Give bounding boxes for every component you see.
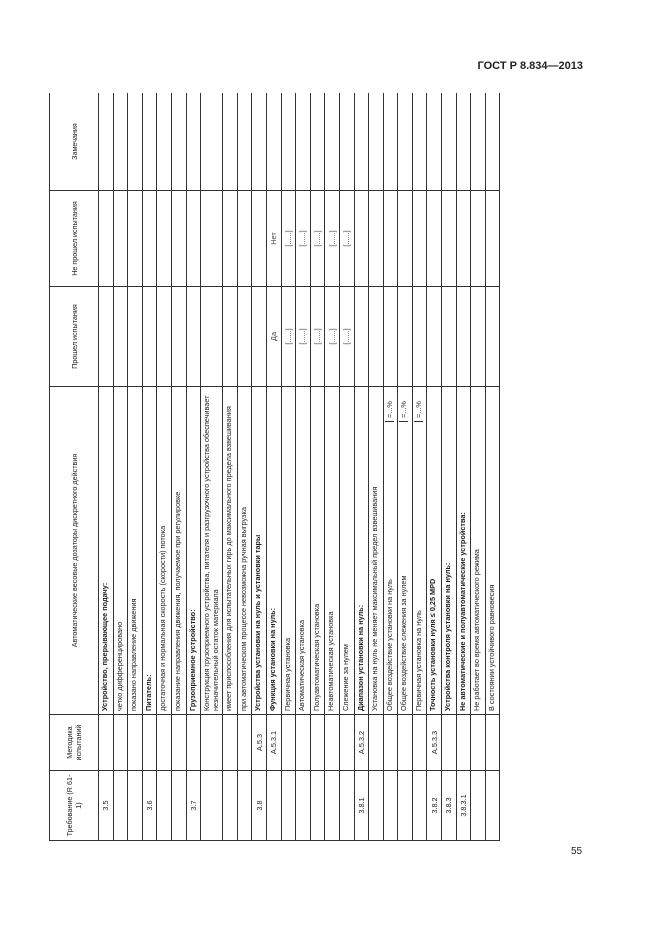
description-cell: Питатель:: [142, 387, 157, 715]
description-cell: показание направления движения, получаемое при регулировке: [171, 387, 186, 715]
header-method: Методика испытаний: [50, 715, 99, 771]
description-cell: Диапазон установки на нуль:: [354, 387, 369, 715]
notes-cell: [99, 93, 114, 191]
description-cell: Автоматическая установка: [296, 387, 311, 715]
method-cell: [339, 715, 354, 771]
table-row: [252, 93, 267, 841]
requirement-cell: [325, 771, 340, 841]
passed-cell: [237, 287, 252, 387]
passed-cell: [113, 287, 128, 387]
requirement-cell: [281, 771, 296, 841]
passed-cell: [427, 287, 442, 387]
requirement-cell: [223, 771, 238, 841]
method-cell: [471, 715, 486, 771]
method-cell: [325, 715, 340, 771]
notes-cell: [171, 93, 186, 191]
failed-cell: [412, 191, 427, 287]
requirement-cell: 3.8.3.1: [456, 771, 471, 841]
document-title: ГОСТ Р 8.834—2013: [477, 60, 583, 72]
failed-cell: [223, 191, 238, 287]
percent-value: =...%: [385, 390, 394, 422]
description-cell: имеет приспособления для испытательных гирь до максимального предела взвешивания: [223, 387, 238, 715]
method-cell: [99, 715, 114, 771]
method-cell: [142, 715, 157, 771]
passed-cell: [186, 287, 201, 387]
method-cell: [369, 715, 384, 771]
requirement-cell: [296, 771, 311, 841]
table-row: [237, 93, 252, 841]
method-cell: [186, 715, 201, 771]
passed-cell: [471, 287, 486, 387]
requirement-cell: [128, 771, 143, 841]
notes-cell: [186, 93, 201, 191]
description-cell: Конструкция грузоприемного устройства, питателя и разгрузочного устройства обеспечивает незначительный остаток материала: [201, 387, 223, 715]
failed-cell: [113, 191, 128, 287]
description-text: Общее воздействие установки на нуль: [384, 579, 394, 711]
passed-cell: [442, 287, 457, 387]
failed-cell: [237, 191, 252, 287]
requirement-cell: [113, 771, 128, 841]
passed-cell: [223, 287, 238, 387]
description-cell: достаточная и нормальная скорость (скорости) потока: [157, 387, 172, 715]
notes-cell: [412, 93, 427, 191]
table-row: [128, 93, 143, 841]
description-cell: Не работает во время автоматического режима: [471, 387, 486, 715]
notes-cell: [442, 93, 457, 191]
header-passed: Прошел испытания: [50, 287, 99, 387]
description-cell: Первичная установка: [281, 387, 296, 715]
table-row: [427, 93, 442, 841]
notes-cell: [296, 93, 311, 191]
table-row: [471, 93, 486, 841]
description-text: Общее воздействие слежения за нулем: [399, 575, 409, 711]
notes-cell: [281, 93, 296, 191]
notes-cell: [339, 93, 354, 191]
description-cell: четко дифференцировано: [113, 387, 128, 715]
table-row: [442, 93, 457, 841]
table-row: [369, 93, 384, 841]
passed-cell: [99, 287, 114, 387]
passed-cell: [......]: [310, 287, 325, 387]
description-cell: Точность установки нуля ≤ 0,25 MPD: [427, 387, 442, 715]
passed-cell: [252, 287, 267, 387]
table-row: [223, 93, 238, 841]
failed-cell: [......]: [310, 191, 325, 287]
description-cell: Слежение за нулем: [339, 387, 354, 715]
table-row: [310, 93, 325, 841]
method-cell: [383, 715, 398, 771]
method-cell: A.5.3: [252, 715, 267, 771]
table-row: [296, 93, 311, 841]
table-row: [412, 93, 427, 841]
failed-cell: [383, 191, 398, 287]
notes-cell: [142, 93, 157, 191]
passed-cell: [398, 287, 413, 387]
requirement-cell: 3.8.3: [442, 771, 457, 841]
method-cell: [223, 715, 238, 771]
requirement-cell: [398, 771, 413, 841]
table-row: [456, 93, 471, 841]
notes-cell: [266, 93, 281, 191]
failed-cell: [157, 191, 172, 287]
failed-cell: [186, 191, 201, 287]
table-row: [339, 93, 354, 841]
passed-cell: [142, 287, 157, 387]
notes-cell: [383, 93, 398, 191]
notes-cell: [485, 93, 500, 191]
test-report-table: [49, 93, 500, 841]
passed-cell: [369, 287, 384, 387]
failed-cell: [354, 191, 369, 287]
description-cell: Полуавтоматическая установка: [310, 387, 325, 715]
requirement-cell: [339, 771, 354, 841]
description-cell: В состоянии устойчивого равновесия: [485, 387, 500, 715]
table-row: [171, 93, 186, 841]
passed-cell: [157, 287, 172, 387]
notes-cell: [456, 93, 471, 191]
header-failed: Не прошел испытания: [50, 191, 99, 287]
failed-cell: [99, 191, 114, 287]
notes-cell: [252, 93, 267, 191]
notes-cell: [369, 93, 384, 191]
rotated-table-container: [49, 93, 580, 841]
notes-cell: [237, 93, 252, 191]
requirement-cell: [266, 771, 281, 841]
description-cell: Не автоматические и полуавтоматические устройства:: [456, 387, 471, 715]
failed-cell: [142, 191, 157, 287]
passed-cell: [171, 287, 186, 387]
failed-cell: [398, 191, 413, 287]
page-number: 55: [571, 846, 583, 857]
failed-cell: [369, 191, 384, 287]
table-row: [157, 93, 172, 841]
description-cell: показано направление движения: [128, 387, 143, 715]
description-cell: Устройство, прерывающее подачу:: [99, 387, 114, 715]
table-row: [383, 93, 398, 841]
failed-cell: [456, 191, 471, 287]
method-cell: [485, 715, 500, 771]
failed-cell: [171, 191, 186, 287]
method-cell: [128, 715, 143, 771]
percent-value: =...%: [414, 390, 423, 422]
table-row: [354, 93, 369, 841]
passed-cell: [......]: [296, 287, 311, 387]
failed-cell: [......]: [296, 191, 311, 287]
failed-cell: [......]: [325, 191, 340, 287]
notes-cell: [128, 93, 143, 191]
requirement-cell: 3.8: [252, 771, 267, 841]
header-requirement: Требование (R 61-1): [50, 771, 99, 841]
requirement-cell: [369, 771, 384, 841]
passed-cell: [......]: [281, 287, 296, 387]
requirement-cell: 3.6: [142, 771, 157, 841]
passed-cell: [......]: [339, 287, 354, 387]
description-cell: при автоматическом процессе невозможна ручная выгрузка: [237, 387, 252, 715]
method-cell: A.5.3.3: [427, 715, 442, 771]
method-cell: [157, 715, 172, 771]
notes-cell: [113, 93, 128, 191]
requirement-cell: [383, 771, 398, 841]
notes-cell: [398, 93, 413, 191]
method-cell: [296, 715, 311, 771]
method-cell: [456, 715, 471, 771]
description-cell: [412, 387, 427, 715]
requirement-cell: 3.8.2: [427, 771, 442, 841]
requirement-cell: [157, 771, 172, 841]
table-row: [281, 93, 296, 841]
notes-cell: [157, 93, 172, 191]
passed-cell: [456, 287, 471, 387]
notes-cell: [325, 93, 340, 191]
failed-cell: [485, 191, 500, 287]
table-row: [142, 93, 157, 841]
passed-cell: [383, 287, 398, 387]
table-row: [398, 93, 413, 841]
description-cell: Устройства контроля установки на нуль:: [442, 387, 457, 715]
percent-value: =...%: [399, 390, 408, 422]
requirement-cell: [485, 771, 500, 841]
notes-cell: [427, 93, 442, 191]
failed-cell: [252, 191, 267, 287]
rotated-table: [49, 93, 580, 841]
passed-cell: [412, 287, 427, 387]
method-cell: [412, 715, 427, 771]
description-cell: Установка на нуль не меняет максимальный предел взвешивания: [369, 387, 384, 715]
method-cell: [281, 715, 296, 771]
description-cell: Функция установки на нуль:: [266, 387, 281, 715]
passed-cell: [......]: [325, 287, 340, 387]
method-cell: [237, 715, 252, 771]
description-cell: [398, 387, 413, 715]
table-header-row: [50, 93, 99, 841]
requirement-cell: [310, 771, 325, 841]
requirement-cell: [201, 771, 223, 841]
failed-cell: [471, 191, 486, 287]
method-cell: [171, 715, 186, 771]
passed-cell: Да: [266, 287, 281, 387]
table-row: [201, 93, 223, 841]
requirement-cell: [471, 771, 486, 841]
method-cell: A.5.3.1: [266, 715, 281, 771]
failed-cell: [442, 191, 457, 287]
passed-cell: [354, 287, 369, 387]
requirement-cell: [237, 771, 252, 841]
table-row: [325, 93, 340, 841]
method-cell: A.5.3.2: [354, 715, 369, 771]
description-cell: Грузоприемное устройство:: [186, 387, 201, 715]
method-cell: [398, 715, 413, 771]
failed-cell: [......]: [339, 191, 354, 287]
table-row: [186, 93, 201, 841]
table-row: [485, 93, 500, 841]
failed-cell: Нет: [266, 191, 281, 287]
passed-cell: [201, 287, 223, 387]
description-cell: Устройства установки на нуль и установки тары: [252, 387, 267, 715]
method-cell: [113, 715, 128, 771]
header-notes: Замечания: [50, 93, 99, 191]
method-cell: [442, 715, 457, 771]
requirement-cell: 3.7: [186, 771, 201, 841]
notes-cell: [354, 93, 369, 191]
description-text: Первичная установка на нуль: [413, 610, 423, 711]
description-cell: [383, 387, 398, 715]
failed-cell: [128, 191, 143, 287]
passed-cell: [485, 287, 500, 387]
header-description: Автоматические весовые дозаторы дискретного действия: [50, 387, 99, 715]
table-row: [99, 93, 114, 841]
notes-cell: [471, 93, 486, 191]
requirement-cell: 3.8.1: [354, 771, 369, 841]
table-row: [113, 93, 128, 841]
notes-cell: [223, 93, 238, 191]
passed-cell: [128, 287, 143, 387]
notes-cell: [201, 93, 223, 191]
notes-cell: [310, 93, 325, 191]
failed-cell: [......]: [281, 191, 296, 287]
requirement-cell: [171, 771, 186, 841]
requirement-cell: 3.5: [99, 771, 114, 841]
description-cell: Неавтоматическая установка: [325, 387, 340, 715]
table-row: [266, 93, 281, 841]
failed-cell: [201, 191, 223, 287]
failed-cell: [427, 191, 442, 287]
method-cell: [201, 715, 223, 771]
requirement-cell: [412, 771, 427, 841]
method-cell: [310, 715, 325, 771]
